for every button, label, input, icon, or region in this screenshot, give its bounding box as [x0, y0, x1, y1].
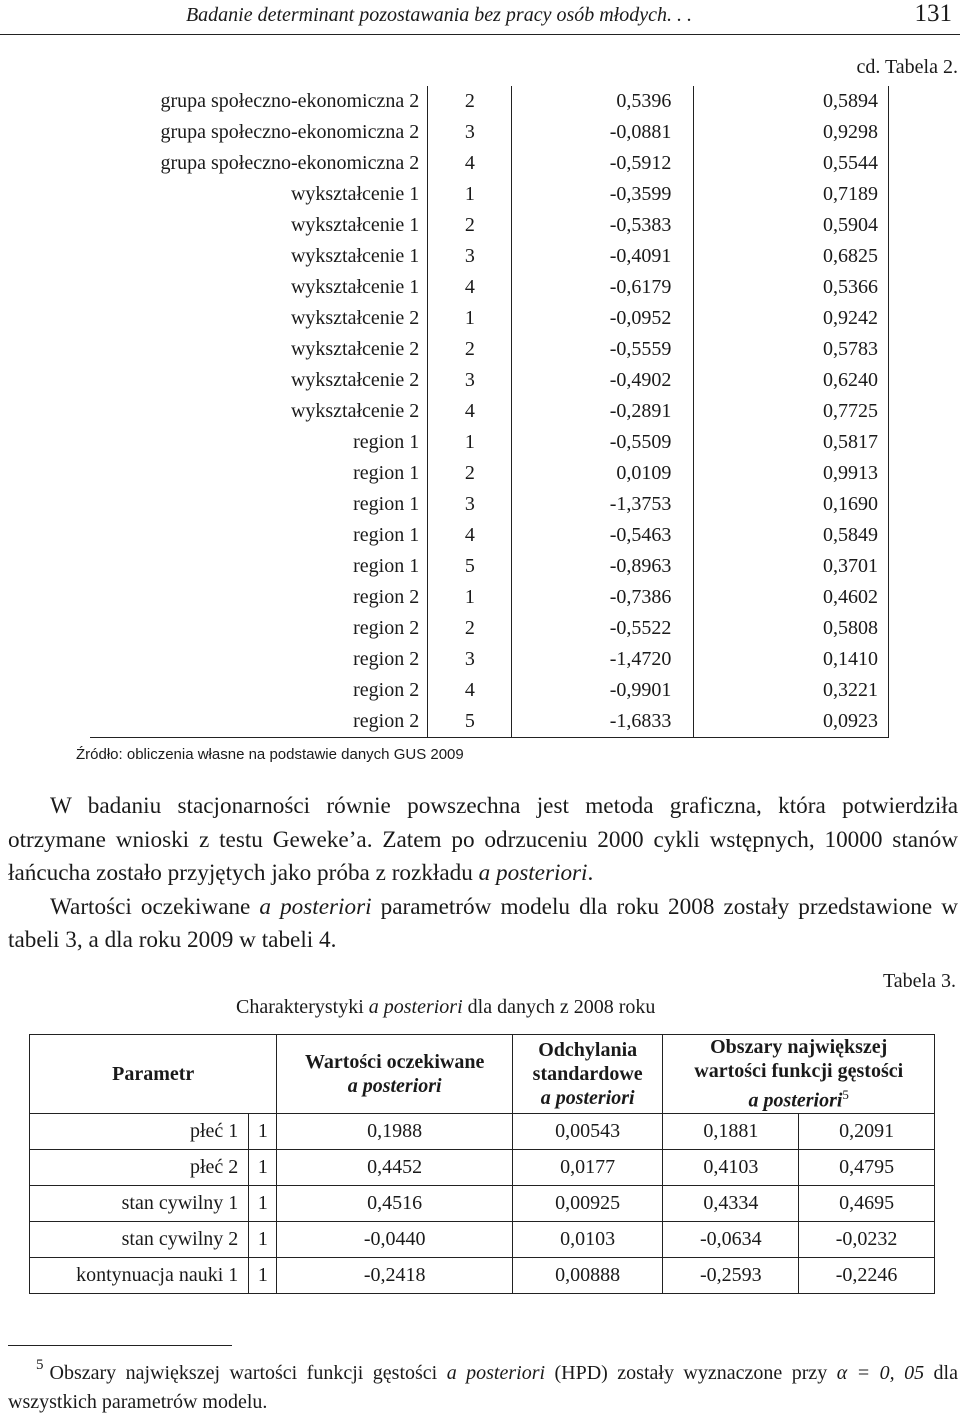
- table-cell: region 2: [90, 613, 428, 644]
- table-cell: 0,4602: [694, 582, 889, 613]
- table-cell: 5: [428, 706, 512, 738]
- table-cell: 0,9913: [694, 458, 889, 489]
- table-cell: 3: [428, 117, 512, 148]
- table-cell: 4: [428, 520, 512, 551]
- table-row: [90, 427, 889, 458]
- table-row: [90, 241, 889, 272]
- footnote-rule: [8, 1345, 232, 1346]
- table-cell: -1,6833: [512, 706, 694, 738]
- table-row: [90, 489, 889, 520]
- table3-caption: Charakterystyki a posteriori dla danych z 2008 roku: [236, 996, 656, 1018]
- paragraph-1: W badaniu stacjonarności równie powszechna jest metoda graficzna, która potwierdziła otrzymane wnioski z testu Geweke’a. Zatem po odrzuceniu 2000 cykli wstępnych, 10000 stanów łańcucha zostało przyjętych jako próba z rozkładu a posteriori.: [8, 793, 958, 886]
- table-row: [30, 1257, 935, 1293]
- table-cell: wykształcenie 2: [90, 303, 428, 334]
- header-sd: Odchylania standardowe a posteriori: [512, 1035, 663, 1114]
- table2-source: Źródło: obliczenia własne na podstawie danych GUS 2009: [76, 746, 464, 763]
- table-cell: 0,4516: [277, 1185, 512, 1221]
- header-mean: Wartości oczekiwane a posteriori: [277, 1035, 512, 1114]
- table-cell: stan cywilny 1: [30, 1185, 249, 1221]
- table3: [29, 1034, 935, 1294]
- table3-label: Tabela 3.: [882, 970, 956, 992]
- table-cell: wykształcenie 2: [90, 396, 428, 427]
- table-cell: 0,00925: [512, 1185, 663, 1221]
- table-cell: -0,0634: [663, 1221, 799, 1257]
- table-cell: 0,7189: [694, 179, 889, 210]
- table-row: [90, 706, 889, 738]
- table-cell: region 1: [90, 458, 428, 489]
- table-cell: 0,5904: [694, 210, 889, 241]
- table-cell: wykształcenie 1: [90, 179, 428, 210]
- table-cell: 0,1988: [277, 1113, 512, 1149]
- table-row: [90, 179, 889, 210]
- table-cell: wykształcenie 2: [90, 334, 428, 365]
- paragraph-2: Wartości oczekiwane a posteriori parametrów modelu dla roku 2008 zostały przedstawione w tabeli 3, a dla roku 2009 w tabeli 4.: [8, 893, 958, 953]
- table-cell: -0,2418: [277, 1257, 512, 1293]
- table-cell: płeć 2: [30, 1149, 249, 1185]
- table-row: [90, 675, 889, 706]
- table-cell: 0,7725: [694, 396, 889, 427]
- table-cell: 0,9242: [694, 303, 889, 334]
- table-cell: -0,4902: [512, 365, 694, 396]
- table-row: [90, 272, 889, 303]
- table-cell: stan cywilny 2: [30, 1221, 249, 1257]
- table-cell: 0,00888: [512, 1257, 663, 1293]
- header-parametr: Parametr: [30, 1035, 277, 1114]
- table-cell: 2: [428, 334, 512, 365]
- table-cell: 1: [428, 427, 512, 458]
- table-cell: wykształcenie 2: [90, 365, 428, 396]
- table-row: [30, 1221, 935, 1257]
- table-cell: 4: [428, 272, 512, 303]
- table-cell: 4: [428, 148, 512, 179]
- table-row: [90, 148, 889, 179]
- table-cell: 0,5808: [694, 613, 889, 644]
- table-cell: 0,00543: [512, 1113, 663, 1149]
- table-cell: 3: [428, 241, 512, 272]
- table-cell: region 2: [90, 675, 428, 706]
- table-cell: 0,4334: [663, 1185, 799, 1221]
- table-cell: 0,6825: [694, 241, 889, 272]
- table-cell: -0,0440: [277, 1221, 512, 1257]
- table-cell: 0,4795: [799, 1149, 935, 1185]
- table-cell: region 1: [90, 489, 428, 520]
- table-cell: wykształcenie 1: [90, 272, 428, 303]
- table-cell: 1: [249, 1149, 277, 1185]
- table-cell: -0,5463: [512, 520, 694, 551]
- footnote: $^5$ Obszary największej wartości funkcji gęstości a posteriori (HPD) zostały wyznaczone przy α = 0, 05 dla wszystkich parametrów modelu.: [8, 1357, 958, 1413]
- table-cell: 0,3221: [694, 675, 889, 706]
- table-row: [90, 582, 889, 613]
- table-cell: 0,3701: [694, 551, 889, 582]
- table-cell: -0,5383: [512, 210, 694, 241]
- table-cell: 5: [428, 551, 512, 582]
- table-row: [90, 117, 889, 148]
- table-cell: 3: [428, 644, 512, 675]
- table-cell: region 2: [90, 706, 428, 738]
- table-cell: 0,5366: [694, 272, 889, 303]
- table-cell: 2: [428, 613, 512, 644]
- table-cell: 0,5783: [694, 334, 889, 365]
- table-cell: -0,2246: [799, 1257, 935, 1293]
- table-row: [90, 551, 889, 582]
- table-cell: 0,1690: [694, 489, 889, 520]
- table-cell: 0,0923: [694, 706, 889, 738]
- table-cell: 0,5894: [694, 86, 889, 117]
- page-number: 131: [914, 0, 952, 27]
- table-cell: 0,0109: [512, 458, 694, 489]
- table-cell: -0,7386: [512, 582, 694, 613]
- table3-header-row: [30, 1035, 935, 1114]
- table-cell: 4: [428, 675, 512, 706]
- table2-continuation-label: cd. Tabela 2.: [856, 56, 958, 78]
- table-cell: -0,5509: [512, 427, 694, 458]
- table-row: [90, 303, 889, 334]
- table-cell: -0,2891: [512, 396, 694, 427]
- table-cell: 1: [249, 1221, 277, 1257]
- table-cell: 3: [428, 489, 512, 520]
- table-cell: -0,5912: [512, 148, 694, 179]
- table-cell: region 1: [90, 551, 428, 582]
- table-cell: region 1: [90, 520, 428, 551]
- table-cell: 1: [249, 1257, 277, 1293]
- table-row: [90, 644, 889, 675]
- table-cell: -0,5522: [512, 613, 694, 644]
- table-row: [90, 334, 889, 365]
- table-cell: grupa społeczno-ekonomiczna 2: [90, 148, 428, 179]
- table-row: [30, 1185, 935, 1221]
- table-cell: 1: [428, 582, 512, 613]
- table-cell: -0,9901: [512, 675, 694, 706]
- table-cell: -1,4720: [512, 644, 694, 675]
- table-row: [30, 1149, 935, 1185]
- table-cell: wykształcenie 1: [90, 210, 428, 241]
- table-row: [90, 365, 889, 396]
- table-cell: wykształcenie 1: [90, 241, 428, 272]
- table-row: [90, 210, 889, 241]
- header-hpd: Obszary największej wartości funkcji gęstości a posteriori$^5$: [663, 1035, 935, 1114]
- table-cell: 0,6240: [694, 365, 889, 396]
- table-cell: 1: [428, 179, 512, 210]
- table-cell: 2: [428, 86, 512, 117]
- table-cell: 0,0103: [512, 1221, 663, 1257]
- table-cell: -0,3599: [512, 179, 694, 210]
- table-cell: 0,5396: [512, 86, 694, 117]
- table-cell: -0,6179: [512, 272, 694, 303]
- table-cell: 2: [428, 210, 512, 241]
- table-cell: 0,5544: [694, 148, 889, 179]
- table-cell: 0,9298: [694, 117, 889, 148]
- table-cell: -0,0232: [799, 1221, 935, 1257]
- table-row: [90, 458, 889, 489]
- table-cell: 0,5817: [694, 427, 889, 458]
- table-cell: -0,5559: [512, 334, 694, 365]
- table-cell: 0,5849: [694, 520, 889, 551]
- body-paragraph: [8, 790, 958, 958]
- table-cell: 0,1881: [663, 1113, 799, 1149]
- table-cell: kontynuacja nauki 1: [30, 1257, 249, 1293]
- table-cell: 1: [249, 1185, 277, 1221]
- table-cell: 0,1410: [694, 644, 889, 675]
- table2: [90, 86, 889, 738]
- table-cell: 2: [428, 458, 512, 489]
- table-row: [90, 613, 889, 644]
- table-cell: -0,8963: [512, 551, 694, 582]
- table-cell: 1: [249, 1113, 277, 1149]
- table-cell: 4: [428, 396, 512, 427]
- table-cell: -1,3753: [512, 489, 694, 520]
- table-row: [30, 1113, 935, 1149]
- table-cell: -0,4091: [512, 241, 694, 272]
- table-cell: region 1: [90, 427, 428, 458]
- running-title: Badanie determinant pozostawania bez pracy osób młodych. . .: [185, 4, 692, 26]
- table-cell: 0,0177: [512, 1149, 663, 1185]
- table-cell: 0,4452: [277, 1149, 512, 1185]
- table-cell: region 2: [90, 644, 428, 675]
- table-cell: 1: [428, 303, 512, 334]
- table-cell: płeć 1: [30, 1113, 249, 1149]
- table-cell: grupa społeczno-ekonomiczna 2: [90, 86, 428, 117]
- table-cell: 0,4103: [663, 1149, 799, 1185]
- table-cell: -0,0952: [512, 303, 694, 334]
- table-row: [90, 520, 889, 551]
- page-header: [0, 0, 960, 35]
- table-row: [90, 86, 889, 117]
- table-cell: -0,0881: [512, 117, 694, 148]
- table-cell: region 2: [90, 582, 428, 613]
- table-cell: 3: [428, 365, 512, 396]
- table-cell: grupa społeczno-ekonomiczna 2: [90, 117, 428, 148]
- table-cell: -0,2593: [663, 1257, 799, 1293]
- table-cell: 0,4695: [799, 1185, 935, 1221]
- table-cell: 0,2091: [799, 1113, 935, 1149]
- table-row: [90, 396, 889, 427]
